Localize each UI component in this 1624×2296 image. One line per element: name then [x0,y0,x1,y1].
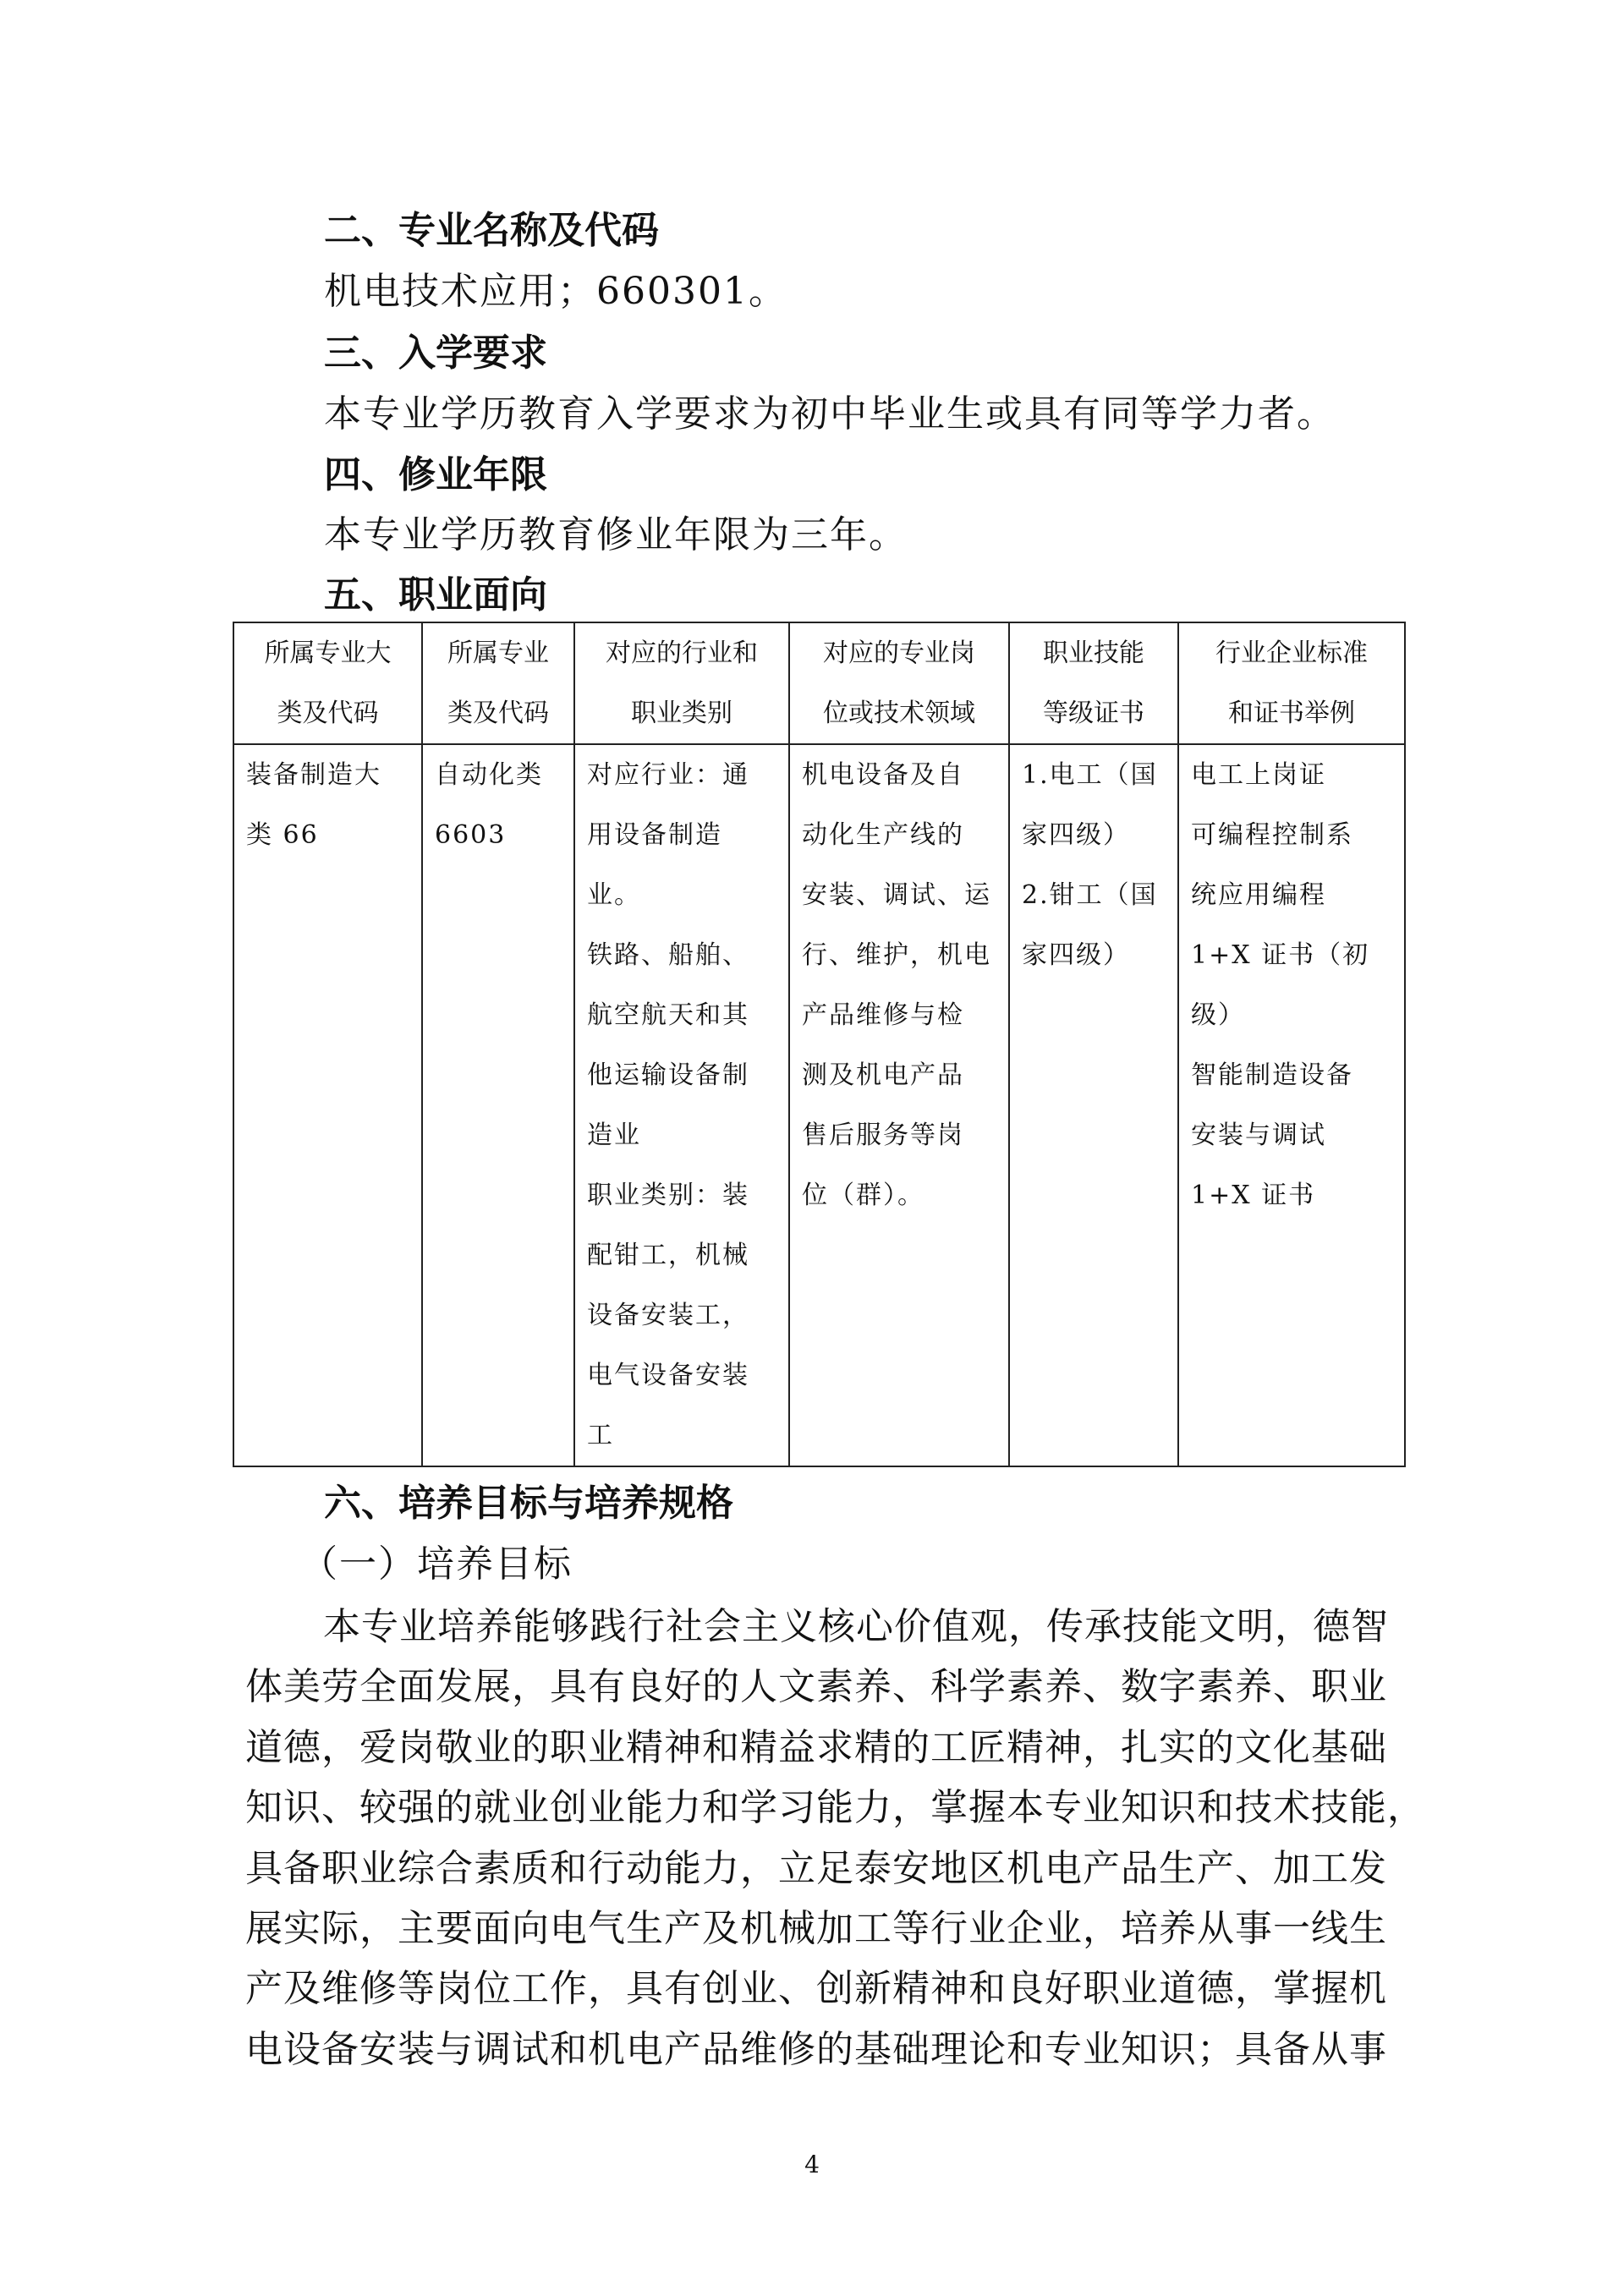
cell-positions: 机电设备及自 动化生产线的 安装、调试、运 行、维护，机电 产品维修与检 测及机电产品 售后服务等岗 位（群）。 [789,744,1009,1466]
paragraph-line: 本专业培养能够践行社会主义核心价值观，传承技能文明，德智 [323,1605,1389,1648]
section-3-text: 本专业学历教育入学要求为初中毕业生或具有同等学力者。 [324,392,1336,436]
table-header-row [233,622,1405,744]
cell-major-category: 装备制造大 类 66 [233,744,422,1466]
section-2-heading: 二、专业名称及代码 [324,209,659,252]
section-4-text: 本专业学历教育修业年限为三年。 [324,513,908,556]
table-row [233,744,1405,1466]
header-major-category: 所属专业大 类及代码 [233,622,422,744]
page-number: 4 [804,2151,820,2178]
paragraph-line: 展实际，主要面向电气生产及机械加工等行业企业，培养从事一线生 [245,1906,1387,1950]
occupation-table [233,622,1406,1467]
paragraph-line: 道德，爱岗敬业的职业精神和精益求精的工匠精神，扎实的文化基础 [245,1725,1387,1769]
paragraph-line: 具备职业综合素质和行动能力，立足泰安地区机电产品生产、加工发 [245,1846,1387,1890]
section-6-heading: 六、培养目标与培养规格 [324,1482,733,1525]
section-3-heading: 三、入学要求 [324,332,547,375]
paragraph-line: 电设备安装与调试和机电产品维修的基础理论和专业知识；具备从事 [245,2027,1387,2071]
section-2-text: 机电技术应用；660301。 [324,270,787,313]
header-skill-cert: 职业技能 等级证书 [1009,622,1178,744]
cell-industry-cert: 电工上岗证 可编程控制系 统应用编程 1+X 证书（初 级） 智能制造设备 安装与调试 1+X 证书 [1178,744,1405,1466]
cell-industry: 对应行业：通 用设备制造 业。 铁路、船舶、 航空航天和其 他运输设备制 造业 职业类别：装 配钳工，机械 设备安装工， 电气设备安装 工 [574,744,789,1466]
header-industry: 对应的行业和 职业类别 [574,622,789,744]
section-6-subheading: （一）培养目标 [300,1543,573,1586]
header-industry-cert: 行业企业标准 和证书举例 [1178,622,1405,744]
paragraph-line: 体美劳全面发展，具有良好的人文素养、科学素养、数字素养、职业 [245,1665,1387,1709]
paragraph-line: 产及维修等岗位工作，具有创业、创新精神和良好职业道德，掌握机 [245,1967,1387,2011]
cell-major-class: 自动化类 6603 [422,744,574,1466]
section-5-heading: 五、职业面向 [324,573,547,616]
cell-skill-cert: 1.电工（国 家四级） 2.钳工（国 家四级） [1009,744,1178,1466]
paragraph-line: 知识、较强的就业创业能力和学习能力，掌握本专业知识和技术技能， [245,1786,1425,1830]
header-major-class: 所属专业 类及代码 [422,622,574,744]
section-4-heading: 四、修业年限 [324,453,547,496]
training-goal-paragraph [245,1597,1425,2080]
header-positions: 对应的专业岗 位或技术领域 [789,622,1009,744]
